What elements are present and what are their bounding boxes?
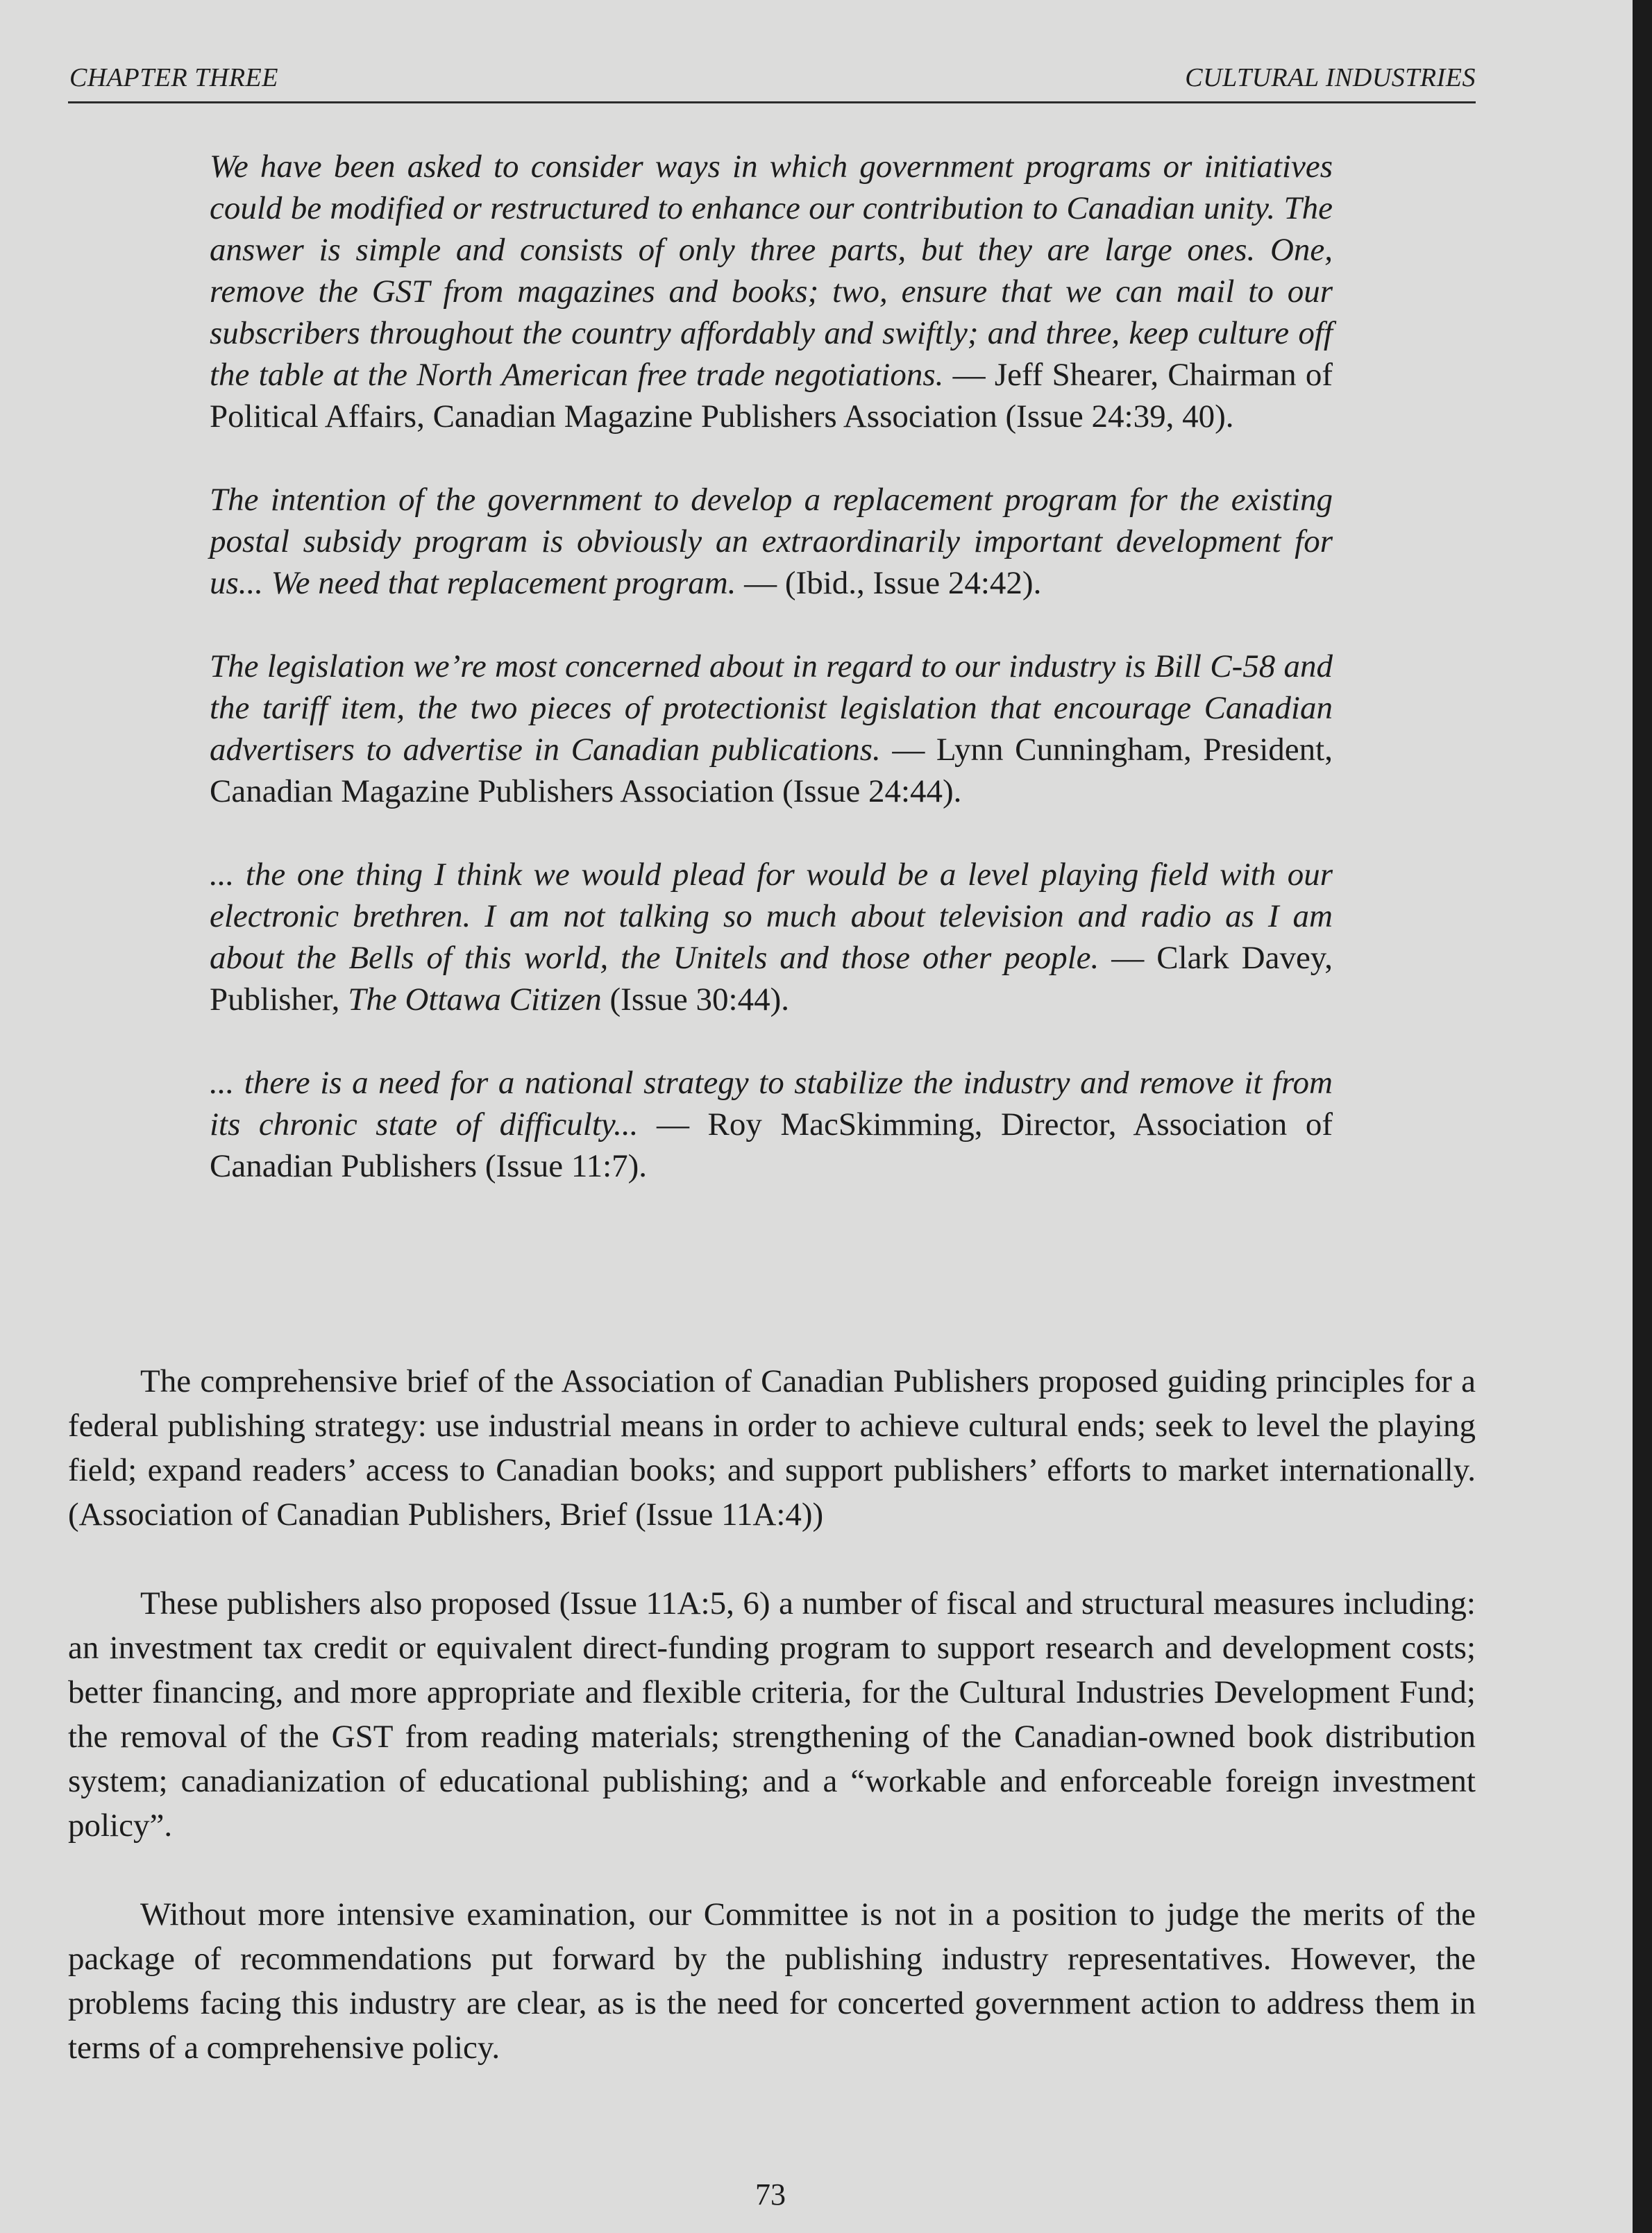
quote-shearer-2 — [210, 479, 1333, 604]
quote-text: The intention of the government to develop a replacement program for the existing postal subsidy program is obviously an extraordinarily important development for us... We need that replacement program. — [210, 482, 1333, 601]
quote-davey — [210, 854, 1333, 1020]
quote-text: ... there is a need for a national strategy to stabilize the industry and remove it from its chronic state of difficulty... — [210, 1065, 1333, 1143]
body-text — [68, 1359, 1476, 2114]
header-rule — [68, 101, 1476, 103]
quote-text: ... the one thing I think we would plead for would be a level playing field with our electronic brethren. I am not talking so much about television and radio as I am about the Bells of this world, the Unitels and those other people. — [210, 857, 1333, 976]
quote-cunningham — [210, 646, 1333, 812]
quote-attribution: — Clark Davey, Publisher, — [210, 940, 1333, 1018]
running-head-chapter: CHAPTER THREE — [69, 63, 278, 92]
paragraph-committee-position: Without more intensive examination, our Committee is not in a position to judge the merits of the package of recommendations put forward by the publishing industry representatives. However, the problems facing this industry are clear, as is the need for concerted government action to address them in terms of a comprehensive policy. — [68, 1896, 1476, 2066]
running-head-section: CULTURAL INDUSTRIES — [1185, 63, 1476, 92]
quote-text: We have been asked to consider ways in which government programs or initiatives could be modified or restructured to enhance our contribution to Canadian unity. The answer is simple and consists of only three parts, but they are large ones. One, remove the GST from magazines and books; two, ensure that we can mail to our subscribers throughout the country affordably and swiftly; and three, keep culture off the table at the North American free trade negotiations. — [210, 149, 1333, 393]
page-number: 73 — [755, 2177, 786, 2211]
paragraph-fiscal-measures: These publishers also proposed (Issue 11A:5, 6) a number of fiscal and structural measures including: an investment tax credit or equivalent direct-funding program to support research and development costs; better financing, and more appropriate and flexible criteria, for the Cultural Industries Development Fund; the removal of the GST from reading materials; strengthening of the Canadian-owned book distribution system; canadianization of educational publishing; and a “workable and enforceable foreign investment policy”. — [68, 1585, 1476, 1844]
quote-shearer-1 — [210, 146, 1333, 437]
quotation-block — [210, 146, 1333, 1229]
quote-text: The legislation we’re most concerned about in regard to our industry is Bill C-58 and the tariff item, the two pieces of protectionist legislation that encourage Canadian advertisers to advertise in Canadian publications. — [210, 648, 1333, 768]
paragraph-acp-brief: The comprehensive brief of the Association of Canadian Publishers proposed guiding principles for a federal publishing strategy: use industrial means in order to achieve cultural ends; seek to level the playing field; expand readers’ access to Canadian books; and support publishers’ efforts to market internationally. (Association of Canadian Publishers, Brief (Issue 11A:4)) — [68, 1363, 1476, 1533]
quote-attribution: — Lynn Cunningham, President, Canadian Magazine Publishers Association (Issue 24:44). — [210, 732, 1333, 809]
quote-attribution: — (Ibid., Issue 24:42). — [744, 565, 1042, 601]
quote-work-title: The Ottawa Citizen — [348, 981, 602, 1018]
quote-attribution-end: (Issue 30:44). — [609, 981, 789, 1018]
quote-macskimming — [210, 1062, 1333, 1187]
quote-attribution: — Roy MacSkimming, Director, Association of Canadian Publishers (Issue 11:7). — [210, 1106, 1333, 1184]
quote-attribution: — Jeff Shearer, Chairman of Political Affairs, Canadian Magazine Publishers Association (Issue 24:39, 40). — [210, 357, 1333, 435]
